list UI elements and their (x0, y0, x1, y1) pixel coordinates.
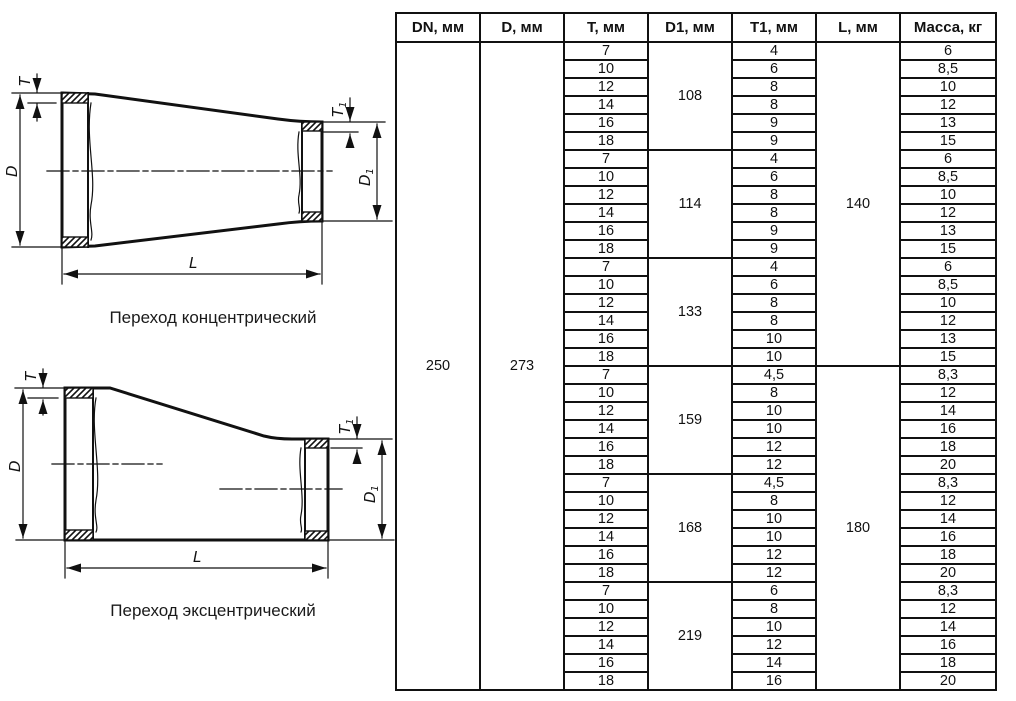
cell-t1: 12 (732, 456, 816, 474)
cell-t1: 14 (732, 654, 816, 672)
cell-mass: 15 (900, 132, 996, 150)
cell-mass: 16 (900, 420, 996, 438)
cell-t: 10 (564, 276, 648, 294)
cell-t: 12 (564, 402, 648, 420)
cell-t1: 9 (732, 240, 816, 258)
cell-t1: 4,5 (732, 474, 816, 492)
dim-label-T: T (22, 371, 40, 381)
cell-t: 12 (564, 618, 648, 636)
cell-t: 7 (564, 582, 648, 600)
col-header: Масса, кг (900, 13, 996, 42)
cell-mass: 8,5 (900, 60, 996, 78)
cell-t: 7 (564, 42, 648, 60)
cell-t1: 12 (732, 438, 816, 456)
break-line (94, 398, 97, 532)
dim-label-D1: $D_1$ (356, 168, 376, 186)
cell-t1: 10 (732, 330, 816, 348)
cell-d: 273 (480, 42, 564, 690)
cell-t1: 10 (732, 348, 816, 366)
cell-t: 10 (564, 600, 648, 618)
cell-t: 16 (564, 438, 648, 456)
cell-t1: 8 (732, 294, 816, 312)
cell-t: 18 (564, 240, 648, 258)
reducer-drawings (0, 0, 398, 701)
cell-mass: 12 (900, 204, 996, 222)
figure-caption-eccentric: Переход эксцентрический (110, 601, 316, 620)
dim-label-L: L (189, 254, 198, 272)
dim-label-T: T (16, 76, 34, 86)
cell-mass: 8,5 (900, 168, 996, 186)
cell-mass: 12 (900, 600, 996, 618)
cell-l: 140 (816, 42, 900, 366)
cell-t: 12 (564, 186, 648, 204)
cell-t: 7 (564, 474, 648, 492)
cell-mass: 14 (900, 618, 996, 636)
cell-mass: 16 (900, 636, 996, 654)
cell-t: 12 (564, 78, 648, 96)
cell-t: 10 (564, 168, 648, 186)
cell-t1: 8 (732, 186, 816, 204)
cell-t: 10 (564, 492, 648, 510)
cell-t1: 9 (732, 222, 816, 240)
col-header: D1, мм (648, 13, 732, 42)
cell-t: 7 (564, 366, 648, 384)
cell-t: 10 (564, 384, 648, 402)
cell-t1: 4 (732, 42, 816, 60)
cell-mass: 8,3 (900, 366, 996, 384)
cell-t: 16 (564, 546, 648, 564)
cell-t: 16 (564, 114, 648, 132)
cell-d1: 168 (648, 474, 732, 582)
cell-t1: 8 (732, 492, 816, 510)
cell-mass: 14 (900, 510, 996, 528)
cell-mass: 18 (900, 546, 996, 564)
cell-t1: 12 (732, 546, 816, 564)
cell-mass: 6 (900, 258, 996, 276)
cell-t: 18 (564, 564, 648, 582)
table-header-row (396, 13, 996, 42)
cell-t: 18 (564, 672, 648, 690)
cell-mass: 12 (900, 384, 996, 402)
cell-d1: 159 (648, 366, 732, 474)
dimensions-table (395, 12, 997, 691)
cell-t: 16 (564, 222, 648, 240)
cell-t1: 8 (732, 96, 816, 114)
break-line (298, 132, 300, 213)
cell-t: 18 (564, 456, 648, 474)
cell-t: 12 (564, 510, 648, 528)
cell-t1: 6 (732, 582, 816, 600)
cell-mass: 15 (900, 348, 996, 366)
pipe-outline (62, 93, 322, 247)
eccentric-reducer-figure (6, 369, 394, 578)
cell-mass: 20 (900, 564, 996, 582)
cell-t1: 10 (732, 618, 816, 636)
cell-t1: 4 (732, 258, 816, 276)
cell-t1: 10 (732, 402, 816, 420)
cell-t: 7 (564, 150, 648, 168)
cell-mass: 8,3 (900, 582, 996, 600)
dim-label-T1: $T_1$ (336, 418, 356, 434)
cell-mass: 8,3 (900, 474, 996, 492)
cell-mass: 10 (900, 186, 996, 204)
cell-mass: 20 (900, 456, 996, 474)
cell-t: 16 (564, 330, 648, 348)
cell-mass: 10 (900, 294, 996, 312)
col-header: DN, мм (396, 13, 480, 42)
cell-l: 180 (816, 366, 900, 690)
cell-t: 10 (564, 60, 648, 78)
cell-mass: 13 (900, 330, 996, 348)
col-header: T1, мм (732, 13, 816, 42)
cell-t1: 8 (732, 312, 816, 330)
cell-t1: 4,5 (732, 366, 816, 384)
cell-t: 18 (564, 348, 648, 366)
cell-mass: 12 (900, 492, 996, 510)
break-line (300, 448, 302, 532)
cell-t: 7 (564, 258, 648, 276)
concentric-reducer-figure (3, 74, 392, 284)
table-row (396, 42, 996, 60)
cell-d1: 219 (648, 582, 732, 690)
col-header: L, мм (816, 13, 900, 42)
cell-mass: 18 (900, 438, 996, 456)
spec-table-body (396, 42, 996, 690)
cell-t1: 6 (732, 60, 816, 78)
col-header: D, мм (480, 13, 564, 42)
cell-mass: 8,5 (900, 276, 996, 294)
cell-d1: 108 (648, 42, 732, 150)
cell-t1: 10 (732, 420, 816, 438)
figure-caption-concentric: Переход концентрический (109, 308, 317, 327)
cell-mass: 14 (900, 402, 996, 420)
cell-t: 16 (564, 654, 648, 672)
cell-mass: 15 (900, 240, 996, 258)
cell-t1: 8 (732, 384, 816, 402)
cell-mass: 6 (900, 42, 996, 60)
dim-label-L: L (193, 548, 202, 566)
cell-mass: 12 (900, 312, 996, 330)
dim-label-D1: $D_1$ (361, 485, 381, 503)
cell-dn: 250 (396, 42, 480, 690)
cell-mass: 10 (900, 78, 996, 96)
cell-mass: 13 (900, 222, 996, 240)
cell-t1: 9 (732, 114, 816, 132)
dim-label-D: D (3, 165, 21, 177)
cell-t: 18 (564, 132, 648, 150)
cell-t1: 12 (732, 636, 816, 654)
cell-t: 14 (564, 204, 648, 222)
cell-t1: 6 (732, 276, 816, 294)
cell-mass: 13 (900, 114, 996, 132)
dim-label-T1: $T_1$ (329, 101, 349, 117)
cell-t: 14 (564, 528, 648, 546)
cell-t1: 8 (732, 600, 816, 618)
cell-t1: 8 (732, 78, 816, 96)
cell-t1: 4 (732, 150, 816, 168)
cell-mass: 18 (900, 654, 996, 672)
cell-mass: 20 (900, 672, 996, 690)
cell-d1: 114 (648, 150, 732, 258)
cell-mass: 6 (900, 150, 996, 168)
cell-d1: 133 (648, 258, 732, 366)
dim-label-D: D (6, 460, 24, 472)
cell-t1: 6 (732, 168, 816, 186)
cell-t: 14 (564, 312, 648, 330)
col-header: T, мм (564, 13, 648, 42)
cell-mass: 12 (900, 96, 996, 114)
cell-t1: 10 (732, 528, 816, 546)
cell-t: 14 (564, 420, 648, 438)
cell-mass: 16 (900, 528, 996, 546)
cell-t1: 9 (732, 132, 816, 150)
cell-t1: 16 (732, 672, 816, 690)
cell-t1: 10 (732, 510, 816, 528)
cell-t: 14 (564, 636, 648, 654)
cell-t: 12 (564, 294, 648, 312)
cell-t1: 8 (732, 204, 816, 222)
cell-t1: 12 (732, 564, 816, 582)
cell-t: 14 (564, 96, 648, 114)
